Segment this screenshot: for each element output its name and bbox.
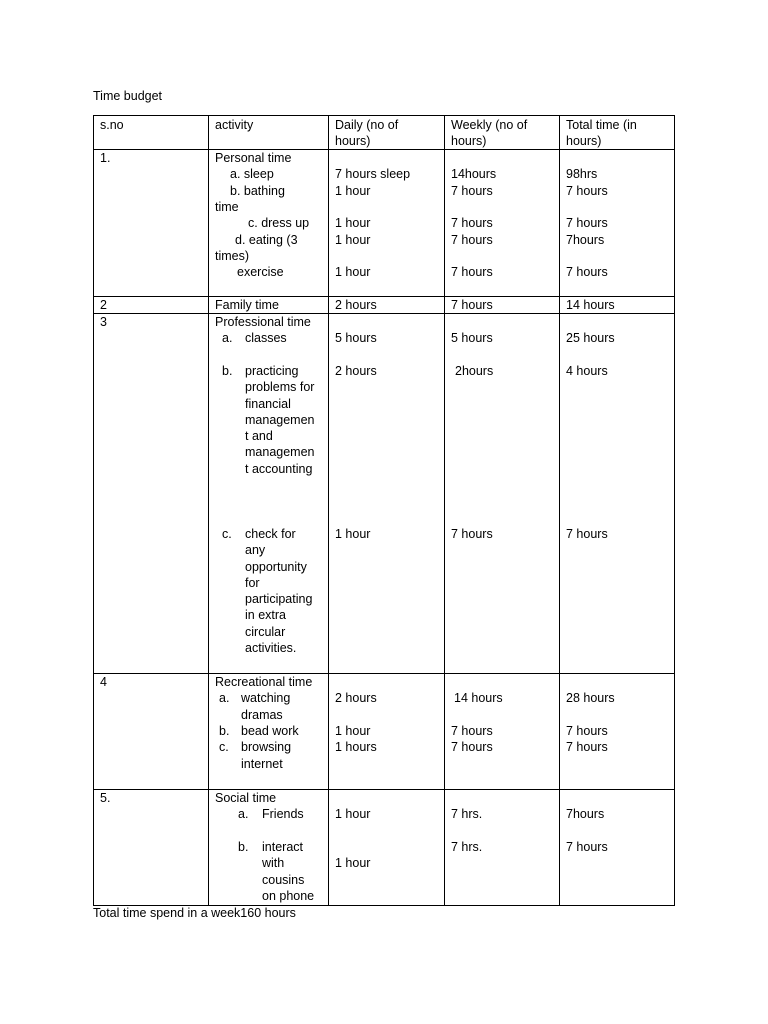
row-sno: 4 bbox=[100, 675, 107, 689]
daily-cell: 1 hour bbox=[335, 723, 371, 738]
activity-line: on phone bbox=[262, 888, 315, 903]
weekly-cell: 7 hours bbox=[451, 298, 493, 312]
total-cell: 7 hours bbox=[566, 839, 608, 854]
total-cell: 28 hours bbox=[566, 691, 615, 706]
total-time-summary: Total time spend in a week160 hours bbox=[93, 906, 296, 920]
item-marker: a. bbox=[238, 807, 249, 822]
table-rule-v5 bbox=[674, 115, 675, 905]
activity-line: Friends bbox=[262, 807, 304, 822]
weekly-cell: 5 hours bbox=[451, 331, 493, 346]
daily-cell: 2 hours bbox=[335, 363, 377, 378]
activity-line: a. sleep bbox=[230, 167, 274, 182]
activity-line: t accounting bbox=[245, 461, 313, 476]
activity-line: with bbox=[262, 856, 285, 871]
activity-line: problems for bbox=[245, 380, 315, 395]
row-sno: 3 bbox=[100, 315, 107, 329]
activity-line: times) bbox=[215, 248, 250, 263]
header-sno: s.no bbox=[100, 118, 124, 132]
table-rule-h5 bbox=[93, 789, 675, 790]
item-marker: b. bbox=[238, 839, 249, 854]
total-cell: 7 hours bbox=[566, 740, 608, 755]
activity-line: participating bbox=[245, 592, 313, 607]
table-rule-v0 bbox=[93, 115, 94, 905]
activity-line: interact bbox=[262, 839, 303, 854]
header-total: Total time (in bbox=[566, 118, 637, 132]
activity-line: for bbox=[245, 575, 260, 590]
activity-line: activities. bbox=[245, 641, 297, 655]
table-rule-h0 bbox=[93, 115, 675, 116]
weekly-cell: 7 hours bbox=[451, 216, 493, 231]
total-cell: 7hours bbox=[566, 807, 605, 822]
total-cell: 7 hours bbox=[566, 526, 608, 541]
table-rule-v3 bbox=[444, 115, 445, 905]
activity-line: bead work bbox=[241, 723, 299, 738]
weekly-cell: 7 hours bbox=[451, 526, 493, 541]
daily-cell: 1 hour bbox=[335, 807, 371, 822]
weekly-cell: 7 hrs. bbox=[451, 839, 483, 854]
total-cell: 7 hours bbox=[566, 265, 608, 280]
row-sno: 2 bbox=[100, 298, 107, 312]
item-marker: c. bbox=[219, 740, 229, 755]
activity-line: check for bbox=[245, 526, 296, 541]
item-marker: b. bbox=[219, 723, 230, 738]
total-cell: 4 hours bbox=[566, 363, 608, 378]
table-rule-h4 bbox=[93, 673, 675, 674]
weekly-cell: 14 hours bbox=[454, 691, 503, 706]
total-cell: 7 hours bbox=[566, 183, 608, 198]
activity-line: c. dress up bbox=[248, 216, 310, 231]
item-marker: c. bbox=[222, 526, 232, 541]
header-weekly: hours) bbox=[451, 134, 487, 149]
weekly-cell: 7 hours bbox=[451, 232, 493, 247]
activity-line: b. bathing bbox=[230, 183, 285, 198]
activity-line: managemen bbox=[245, 445, 315, 460]
daily-cell: 1 hour bbox=[335, 216, 371, 231]
table-rule-v4 bbox=[559, 115, 560, 905]
daily-cell: 1 hour bbox=[335, 183, 371, 198]
daily-cell: 1 hour bbox=[335, 232, 371, 247]
activity-line: watching bbox=[241, 691, 291, 706]
header-daily: Daily (no of bbox=[335, 118, 399, 132]
daily-cell: 1 hour bbox=[335, 856, 371, 871]
total-cell: 25 hours bbox=[566, 331, 615, 346]
activity-line: cousins bbox=[262, 872, 305, 887]
row-heading: Family time bbox=[215, 298, 279, 312]
item-marker: a. bbox=[219, 691, 230, 706]
activity-line: internet bbox=[241, 756, 283, 771]
weekly-cell: 7 hours bbox=[451, 723, 493, 738]
activity-line: time bbox=[215, 199, 239, 214]
activity-line: any bbox=[245, 543, 266, 558]
activity-line: browsing bbox=[241, 740, 292, 755]
weekly-cell: 2hours bbox=[455, 363, 494, 378]
row-heading: Recreational time bbox=[215, 675, 313, 689]
weekly-cell: 7 hours bbox=[451, 183, 493, 198]
header-activity: activity bbox=[215, 118, 254, 132]
total-cell: 7hours bbox=[566, 232, 605, 247]
activity-line: classes bbox=[245, 331, 287, 346]
header-daily: hours) bbox=[335, 134, 371, 149]
daily-cell: 1 hour bbox=[335, 265, 371, 280]
weekly-cell: 7 hours bbox=[451, 265, 493, 280]
activity-line: in extra bbox=[245, 608, 286, 623]
activity-line: opportunity bbox=[245, 559, 307, 574]
activity-line: practicing bbox=[245, 363, 299, 378]
daily-cell: 1 hours bbox=[335, 740, 377, 755]
header-total: hours) bbox=[566, 134, 602, 149]
activity-line: exercise bbox=[237, 265, 284, 280]
item-marker: a. bbox=[222, 331, 233, 346]
daily-cell: 2 hours bbox=[335, 298, 377, 312]
daily-cell: 7 hours sleep bbox=[335, 167, 411, 182]
total-cell: 7 hours bbox=[566, 723, 608, 738]
row-heading: Personal time bbox=[215, 151, 292, 165]
activity-line: dramas bbox=[241, 707, 283, 722]
activity-line: t and bbox=[245, 429, 273, 444]
table-rule-v2 bbox=[328, 115, 329, 905]
total-cell: 7 hours bbox=[566, 216, 608, 231]
total-cell: 14 hours bbox=[566, 298, 615, 312]
row-sno: 1. bbox=[100, 151, 111, 165]
activity-line: managemen bbox=[245, 412, 315, 427]
row-sno: 5. bbox=[100, 791, 111, 805]
weekly-cell: 14hours bbox=[451, 167, 497, 182]
item-marker: b. bbox=[222, 363, 233, 378]
daily-cell: 1 hour bbox=[335, 526, 371, 541]
table-rule-v1 bbox=[208, 115, 209, 905]
activity-line: financial bbox=[245, 396, 291, 411]
daily-cell: 5 hours bbox=[335, 331, 377, 346]
weekly-cell: 7 hours bbox=[451, 740, 493, 755]
row-heading: Social time bbox=[215, 791, 277, 805]
activity-line: circular bbox=[245, 624, 286, 639]
daily-cell: 2 hours bbox=[335, 691, 377, 706]
total-cell: 98hrs bbox=[566, 167, 598, 182]
activity-line: d. eating (3 bbox=[235, 232, 298, 247]
weekly-cell: 7 hrs. bbox=[451, 807, 483, 822]
row-heading: Professional time bbox=[215, 315, 311, 329]
document-title: Time budget bbox=[93, 89, 163, 103]
header-weekly: Weekly (no of bbox=[451, 118, 528, 132]
